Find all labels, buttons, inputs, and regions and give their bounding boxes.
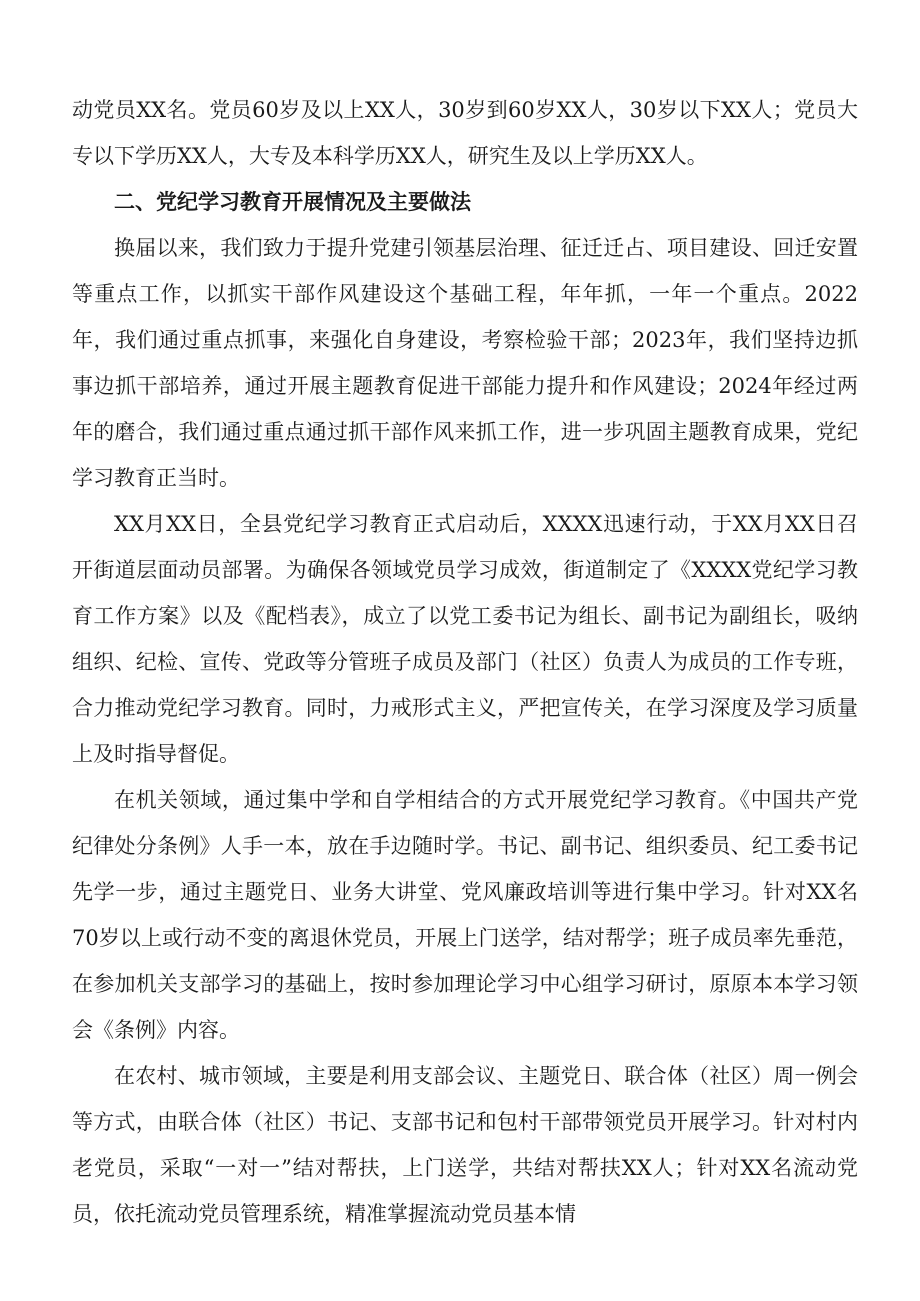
section-heading: 二、党纪学习教育开展情况及主要做法	[114, 190, 471, 214]
paragraph-2: XX月XX日，全县党纪学习教育正式启动后，XXXX迅速行动，于XX月XX日召开街道层面动员部署。为确保各领域党员学习成效，街道制定了《XXXX党纪学习教育工作方案》以及《配档表》，成立了以党工委书记为组长、副书记为副组长，吸纳组织、纪检、宣传、党政等分管班子成员及部门（社区）负责人为成员的工作专班，合力推动党纪学习教育。同时，力戒形式主义，严把宣传关，在学习深度及学习质量上及时指导督促。	[72, 512, 858, 766]
paragraph-4: 在农村、城市领域，主要是利用支部会议、主题党日、联合体（社区）周一例会等方式，由联合体（社区）书记、支部书记和包村干部带领党员开展学习。针对村内老党员，采取“一对一”结对帮扶，上门送学，共结对帮扶XX人；针对XX名流动党员，依托流动党员管理系统，精准掌握流动党员基本情	[72, 1064, 858, 1226]
intro-continuation: 动党员XX名。党员60岁及以上XX人，30岁到60岁XX人，30岁以下XX人；党员大专以下学历XX人，大专及本科学历XX人，研究生及以上学历XX人。	[72, 98, 858, 168]
paragraph-1: 换届以来，我们致力于提升党建引领基层治理、征迁迁占、项目建设、回迁安置等重点工作，以抓实干部作风建设这个基础工程，年年抓，一年一个重点。2022年，我们通过重点抓事，来强化自身建设，考察检验干部；2023年，我们坚持边抓事边抓干部培养，通过开展主题教育促进干部能力提升和作风建设；2024年经过两年的磨合，我们通过重点通过抓干部作风来抓工作，进一步巩固主题教育成果，党纪学习教育正当时。	[72, 236, 858, 490]
paragraph-3: 在机关领域，通过集中学和自学相结合的方式开展党纪学习教育。《中国共产党纪律处分条例》人手一本，放在手边随时学。书记、副书记、组织委员、纪工委书记先学一步，通过主题党日、业务大讲堂、党风廉政培训等进行集中学习。针对XX名70岁以上或行动不变的离退休党员，开展上门送学，结对帮学；班子成员率先垂范，在参加机关支部学习的基础上，按时参加理论学习中心组学习研讨，原原本本学习领会《条例》内容。	[72, 788, 858, 1042]
document-page	[72, 87, 858, 1237]
